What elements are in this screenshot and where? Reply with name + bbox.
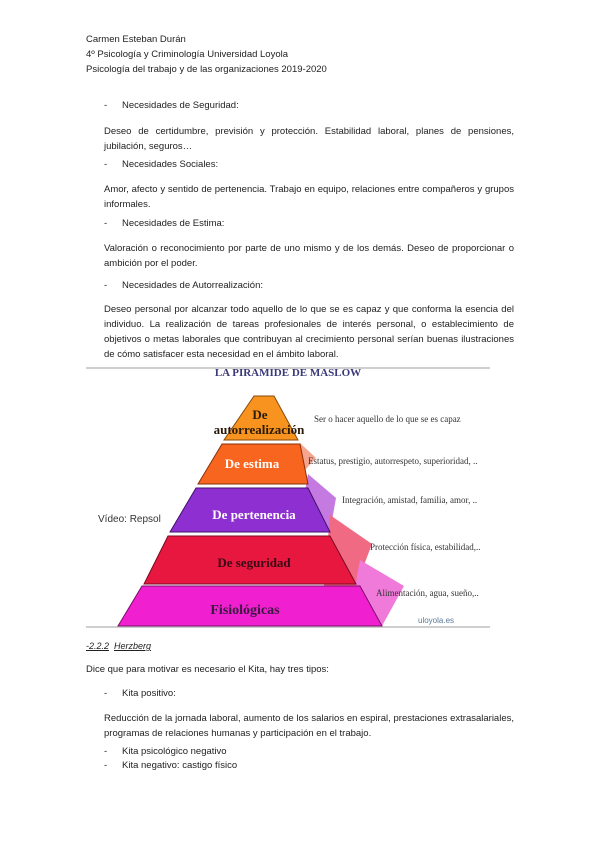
level-autorrealizacion-label-2: autorrealización	[213, 422, 305, 437]
bullet-title: Kita psicológico negativo	[122, 746, 227, 757]
figure-title: LA PIRAMIDE DE MASLOW	[214, 367, 362, 379]
paragraph-estima: Valoración o reconocimiento por parte de uno mismo y de los demás. Deseo de proporcionar o ambición por el poder.	[104, 243, 514, 269]
desc-seguridad: Protección física, estabilidad,..	[370, 542, 481, 552]
maslow-pyramid-svg	[86, 364, 490, 632]
paragraph-kita-positivo: Reducción de la jornada laboral, aumento de los salarios en espiral, prestaciones extrasalariales, programas de relaciones humanas y participación en el trabajo.	[104, 713, 514, 739]
bullet-sociales: - Necesidades Sociales:	[104, 159, 219, 170]
herzberg-heading: -2.2.2 Herzberg	[86, 641, 152, 651]
bullet-title: Kita negativo: castigo físico	[122, 760, 238, 771]
header-course: Psicología del trabajo y de las organizaciones 2019-2020	[86, 64, 327, 75]
bullet-autorrealizacion: - Necesidades de Autorrealización:	[104, 280, 264, 291]
desc-pertenencia: Integración, amistad, familia, amor, ..	[342, 495, 478, 505]
bullet-title: Necesidades de Seguridad:	[122, 100, 239, 111]
bullet-kita-positivo: - Kita positivo:	[104, 688, 176, 699]
paragraph-autorrealizacion: Deseo personal por alcanzar todo aquello de lo que se es capaz y que conforma la esencia del individuo. La realización de tareas profesionales de interés personal, o establecimiento de objetivos o metas laborales que contribuyan al crecimiento personal serían buenas ilustraciones de cómo satisfacer esta necesidad en el ámbito laboral.	[104, 304, 514, 360]
bullet-title: Necesidades de Autorrealización:	[122, 280, 264, 291]
maslow-pyramid-figure	[86, 364, 490, 632]
level-autorrealizacion-label-1: De	[252, 407, 268, 422]
header-author: Carmen Esteban Durán	[86, 34, 186, 45]
desc-autorrealizacion: Ser o hacer aquello de lo que se es capaz	[314, 414, 461, 424]
level-estima-label: De estima	[224, 456, 280, 471]
desc-estima: Estatus, prestigio, autorrespeto, superioridad, ..	[308, 456, 478, 466]
herzberg-intro: Dice que para motivar es necesario el Kita, hay tres tipos:	[86, 664, 329, 675]
video-label: Vídeo: Repsol	[98, 514, 161, 525]
bullet-estima: - Necesidades de Estima:	[104, 218, 225, 229]
bullet-title: Necesidades de Estima:	[122, 218, 225, 229]
herzberg-title: Herzberg	[114, 641, 152, 651]
level-fisiologicas-label: Fisiológicas	[210, 603, 280, 618]
bullet-title: Kita positivo:	[122, 688, 176, 699]
paragraph-sociales: Amor, afecto y sentido de pertenencia. Trabajo en equipo, relaciones entre compañeros y grupos informales.	[104, 184, 514, 210]
header-program: 4º Psicología y Criminología Universidad Loyola	[86, 49, 289, 60]
watermark: uloyola.es	[418, 616, 455, 625]
desc-fisiologicas: Alimentación, agua, sueño,..	[376, 588, 479, 598]
level-pertenencia-label: De pertenencia	[212, 507, 296, 522]
paragraph-seguridad: Deseo de certidumbre, previsión y protección. Estabilidad laboral, planes de pensiones, jubilación, seguros…	[104, 126, 514, 152]
level-seguridad-label: De seguridad	[217, 555, 291, 570]
bullet-title: Necesidades Sociales:	[122, 159, 219, 170]
bullet-kita-negativo: - Kita negativo: castigo físico	[104, 760, 238, 771]
bullet-seguridad: - Necesidades de Seguridad:	[104, 100, 239, 111]
bullet-kita-psicologico: - Kita psicológico negativo	[104, 746, 227, 757]
